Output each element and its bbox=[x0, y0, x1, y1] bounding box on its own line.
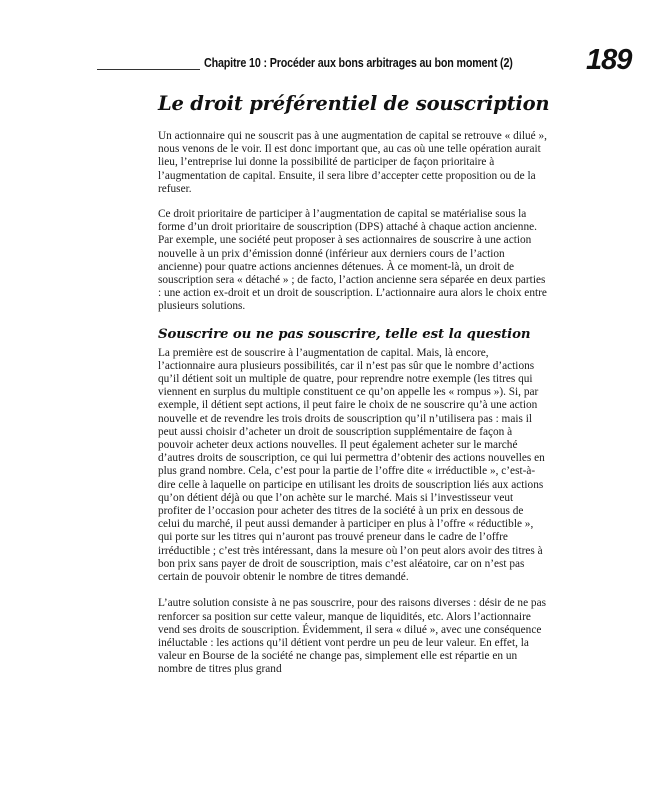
subsection-paragraph-2: L’autre solution consiste à ne pas souscrire, pour des raisons diverses : désir de ne pas renforcer sa position sur cette valeur, manque de liquidités, etc. Alors l’actionnaire vend ses droits de souscription. Évidemment, il sera « dilué », avec une conséquence inéluctable : les actions qu’il détient vont perdre un peu de leur valeur. En effet, la valeur en Bourse de la société ne change pas, simplement elle est répartie en un nombre de titres plus grand bbox=[158, 597, 546, 676]
running-head: Chapitre 10 : Procéder aux bons arbitrages au bon moment (2) bbox=[204, 56, 513, 70]
header-rule bbox=[97, 69, 200, 70]
subsection-paragraph-1: La première est de souscrire à l’augmentation de capital. Mais, là encore, l’actionnaire aura plusieurs possibilités, car il n’est pas sûr que le nombre d’actions qu’il détient soit un multiple de quatre, pour reprendre notre exemple (les titres qui viennent en surplus du multiple constituent ce qu’on appelle les « rompus »). Si, par exemple, il détient sept actions, il peut faire le choix de ne souscrire qu’à une action nouvelle et de revendre les trois droits de souscription qu’il n’utilisera pas : mais il peut aussi choisir d’acheter un droit de souscription supplémentaire de façon à pouvoir acheter deux actions nouvelles. Il peut également acheter sur le marché d’autres droits de souscription, ce qui lui permettra d’obtenir des actions nouvelles en plus grand nombre. Cela, c’est pour la partie de l’offre dite « irréductible », c’est-à-dire celle à laquelle on participe en utilisant les droits de souscription liés aux actions qu’on détient déjà ou que l’on achète sur le marché. Mais si l’investisseur veut profiter de l’occasion pour acheter des titres de la société à un prix en dessous de celui du marché, il peut aussi demander à participer en plus à l’offre « réductible », qui porte sur les titres qui n’auront pas trouvé preneur dans le cadre de l’offre irréductible ; c’est très intéressant, dans la mesure où l’on peut alors avoir des titres à bon prix sans payer de droit de souscription, mais c’est aléatoire, car on n’est pas certain de pouvoir obtenir le nombre de titres demandé. bbox=[158, 346, 545, 584]
page-number: 189 bbox=[586, 44, 632, 76]
section-paragraph-1: Un actionnaire qui ne souscrit pas à une augmentation de capital se retrouve « dilué », nous venons de le voir. Il est donc important que, au cas où une telle opération aurait lieu, l’entreprise lui donne la possibilité de participer de façon prioritaire à l’augmentation de capital. Ensuite, il sera libre d’accepter cette proposition ou de la refuser. bbox=[158, 130, 547, 195]
section-title: Le droit préférentiel de souscription bbox=[158, 92, 550, 115]
section-paragraph-2: Ce droit prioritaire de participer à l’augmentation de capital se matérialise sous la forme d’un droit prioritaire de souscription (DPS) attaché à chaque action ancienne. Par exemple, une société peut proposer à ses actionnaires de souscrire à une action nouvelle à un prix d’émission donné (inférieur aux derniers cours de l’action ancienne) pour quatre actions anciennes détenues. À ce moment-là, un droit de souscription sera « détaché » ; de facto, l’action ancienne sera séparée en deux parties : une action ex-droit et un droit de souscription. L’actionnaire aura alors le choix entre plusieurs solutions. bbox=[158, 208, 547, 313]
page-body bbox=[158, 92, 548, 689]
subsection-title: Souscrire ou ne pas souscrire, telle est la question bbox=[158, 326, 531, 342]
